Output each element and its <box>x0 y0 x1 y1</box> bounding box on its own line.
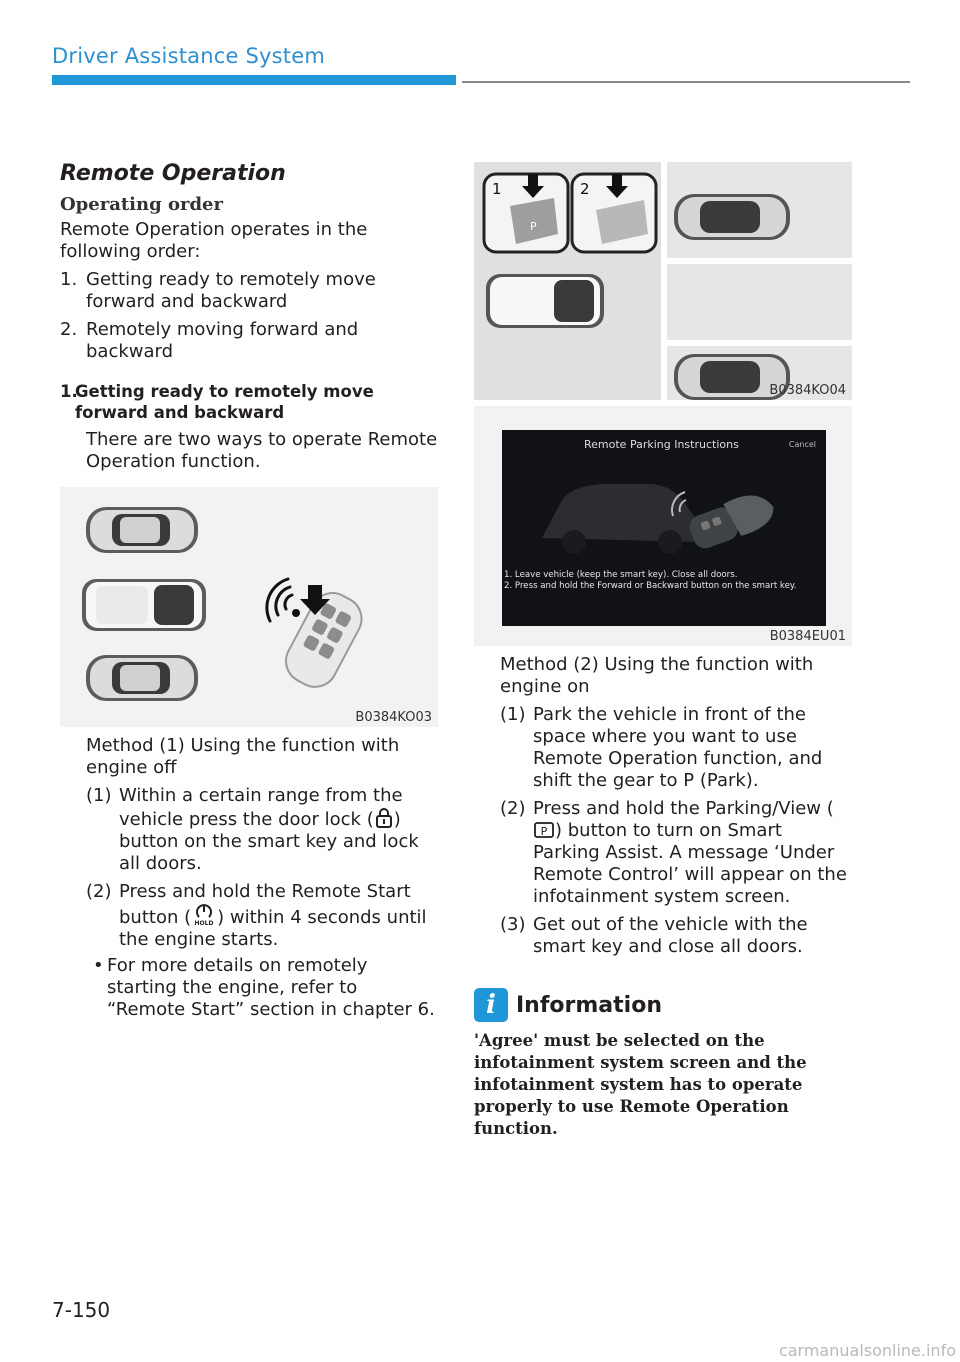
watermark: carmanualsonline.info <box>778 1341 956 1360</box>
park-button-panel <box>484 174 568 252</box>
right-column <box>474 160 852 1140</box>
page-number: 7-150 <box>52 1298 111 1322</box>
svg-text:2: 2 <box>580 180 590 198</box>
info-title: Information <box>516 992 662 1018</box>
figure-engine-off <box>60 487 438 727</box>
order-item: 2. Remotely moving forward and backward <box>60 319 359 362</box>
method1-step: (2) Press and hold the Remote Start button ( HOLD ) within 4 seconds until the engine starts. <box>86 881 427 950</box>
svg-text:P: P <box>530 220 537 233</box>
figure-code: B0384KO04 <box>769 383 846 398</box>
header-rule <box>462 81 910 83</box>
car-icon <box>86 655 198 701</box>
car-icon <box>486 274 604 328</box>
parking-cars-illustration <box>60 487 438 727</box>
step-heading: 1. Getting ready to remotely move forward and backward <box>60 382 374 422</box>
car-icon <box>86 507 198 553</box>
remote-start-icon <box>191 903 217 927</box>
screen-instructions: 1. Leave vehicle (keep the smart key). Close all doors. 2. Press and hold the Forward or Backward button on the smart key. <box>504 570 797 591</box>
method1-title: Method (1) Using the function with engine off <box>86 735 400 778</box>
infotainment-screen <box>502 430 826 626</box>
screen-illustration <box>502 430 826 570</box>
figure-code: B0384EU01 <box>769 629 846 644</box>
header-title: Driver Assistance System <box>52 44 325 68</box>
parking-buttons-illustration <box>474 160 852 400</box>
info-heading <box>474 988 852 1022</box>
method1-bullet: • For more details on remotely starting the engine, refer to “Remote Start” section in chapter 6. <box>93 955 435 1020</box>
svg-text:P: P <box>540 825 548 838</box>
method1-step: (1) Within a certain range from the vehicle press the door lock ( ) button on the smart key and lock all doors. <box>86 785 419 874</box>
signal-dot-icon <box>292 609 300 617</box>
screen-cancel-button[interactable]: Cancel <box>788 440 816 449</box>
figure-parking-buttons <box>474 160 852 400</box>
hand-key-icon <box>685 487 779 551</box>
step-intro: There are two ways to operate Remote Operation function. <box>86 429 438 472</box>
method2-step: (3) Get out of the vehicle with the smart key and close all doors. <box>500 914 808 957</box>
parking-view-icon <box>533 820 555 840</box>
section-intro: Remote Operation operates in the following order: <box>60 219 368 262</box>
header-bar <box>52 75 456 85</box>
car-icon <box>82 579 206 631</box>
method2-step: (1) Park the vehicle in front of the space where you want to use Remote Operation function, and shift the gear to P (Park). <box>500 704 823 791</box>
figure-infotainment <box>474 406 852 646</box>
left-column <box>60 160 438 1021</box>
screen-title: Remote Parking Instructions <box>584 438 739 451</box>
hold-label: HOLD <box>194 920 214 927</box>
method2-title: Method (2) Using the function with engine on <box>500 654 814 697</box>
figure-code: B0384KO03 <box>355 710 432 725</box>
view-button-panel <box>572 174 656 252</box>
car-icon <box>674 194 790 240</box>
info-icon: i <box>474 988 508 1022</box>
signal-icon <box>267 579 292 621</box>
section-title: Remote Operation <box>60 161 286 186</box>
method2-step: (2) Press and hold the Parking/View ( P ) button to turn on Smart Parking Assist. A message ‘Under Remote Control’ will appear on the infotainment system screen. <box>500 798 847 907</box>
section-subtitle: Operating order <box>60 194 223 215</box>
lock-icon <box>374 807 394 829</box>
order-item: 1. Getting ready to remotely move forward and backward <box>60 269 376 312</box>
svg-text:1: 1 <box>492 180 502 198</box>
info-text: 'Agree' must be selected on the infotainment system screen and the infotainment system has to operate properly to use Remote Operation function. <box>474 1031 807 1138</box>
